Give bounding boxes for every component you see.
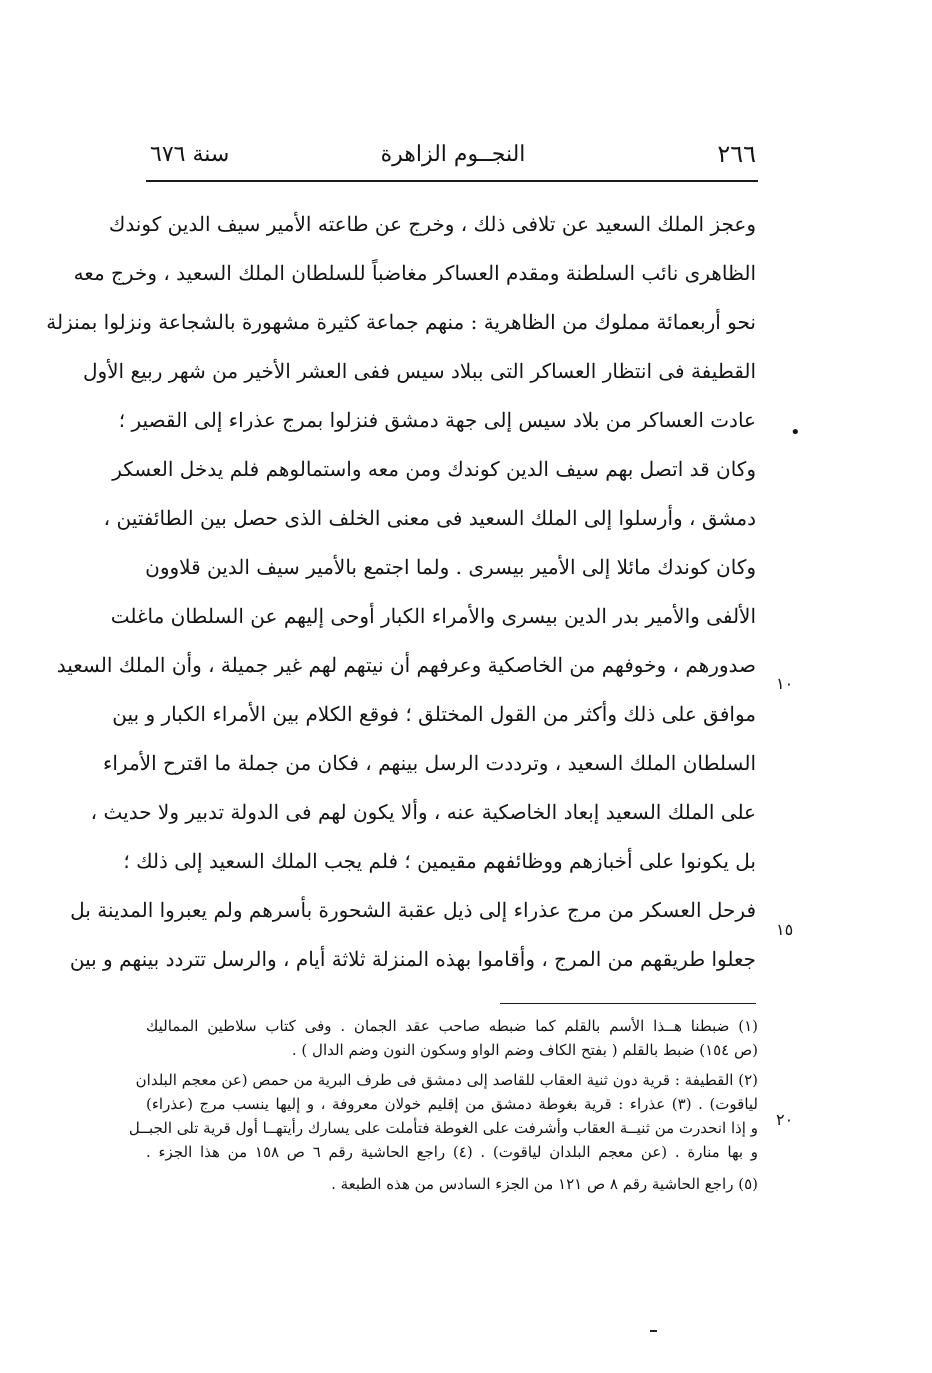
- print-mark: [650, 1330, 657, 1332]
- page-number: ٢٦٦: [717, 140, 756, 168]
- footnote-line: (١) ضبطنا هــذا الأسم بالقلم كما ضبطه صاحب عقد الجمان . وفى كتاب سلاطين المماليك: [146, 1017, 758, 1035]
- footnote-line: (٢) القطيفة : قرية دون ثنية العقاب للقاصد إلى دمشق فى طرف البرية من حمص (عن معجم البلدان: [135, 1071, 758, 1089]
- margin-line-number-15: ١٥: [776, 920, 794, 939]
- margin-marker: •: [790, 422, 801, 443]
- text-line: وكان قد اتصل بهم سيف الدين كوندك ومن معه واستمالوهم فلم يدخل العسكر: [112, 457, 756, 481]
- text-line: وعجز الملك السعيد عن تلافى ذلك ، وخرج عن طاعته الأمير سيف الدين كوندك: [108, 212, 756, 236]
- footnotes: [128, 1014, 759, 1196]
- footnote-line: و إذا انحدرت من ثنيــة العقاب وأشرفت على الغوطة فتأملت على يسارك رأيتهــا أول قرية تلى الجبــل: [128, 1119, 758, 1137]
- main-text: [46, 200, 756, 984]
- footnote-line: (٥) راجع الحاشية رقم ٨ ص ١٢١ من الجزء السادس من هذه الطبعة .: [331, 1175, 758, 1193]
- margin-line-number-10: ١٠: [776, 674, 794, 693]
- text-line: موافق على ذلك وأكثر من القول المختلق ؛ فوقع الكلام بين الأمراء الكبار و بين: [112, 702, 756, 726]
- running-header: [150, 138, 756, 178]
- footnote-line: و بها منارة . (عن معجم البلدان لياقوت) . (٤) راجع الحاشية رقم ٦ ص ١٥٨ من هذا الجزء .: [146, 1143, 759, 1161]
- text-line: القطيفة فى انتظار العساكر التى ببلاد سيس ففى العشر الأخير من شهر ربيع الأول: [82, 359, 756, 383]
- footnote-line: (ص ١٥٤) ضبط بالقلم ( بفتح الكاف وضم الواو وسكون النون وضم الدال ) .: [291, 1041, 758, 1059]
- text-line: جعلوا طريقهم من المرج ، وأقاموا بهذه المنزلة ثلاثة أيام ، والرسل تتردد بينهم و بين: [69, 947, 756, 971]
- text-line: نحو أربعمائة مملوك من الظاهرية : منهم جماعة كثيرة مشهورة بالشجاعة ونزلوا بمنزلة: [46, 310, 756, 334]
- footnote-rule: [500, 1003, 756, 1004]
- text-line: عادت العساكر من بلاد سيس إلى جهة دمشق فنزلوا بمرج عذراء إلى القصير ؛: [118, 408, 756, 432]
- text-line: على الملك السعيد إبعاد الخاصكية عنه ، وألا يكون لهم فى الدولة تدبير ولا حديث ،: [90, 800, 756, 824]
- header-rule: [146, 180, 758, 182]
- margin-line-number-20: ٢٠: [776, 1110, 794, 1129]
- header-year: سنة ٦٧٦: [150, 142, 230, 167]
- text-line: فرحل العسكر من مرج عذراء إلى ذيل عقبة الشحورة بأسرهم ولم يعبروا المدينة بل: [70, 898, 756, 922]
- header-title: النجــوم الزاهرة: [380, 142, 526, 167]
- text-line: الألفى والأمير بدر الدين بيسرى والأمراء الكبار أوحى إليهم عن السلطان ماغلت: [110, 604, 756, 628]
- text-line: صدورهم ، وخوفهم من الخاصكية وعرفهم أن نيتهم لهم غير جميلة ، وأن الملك السعيد: [56, 653, 756, 677]
- text-line: الظاهرى نائب السلطنة ومقدم العساكر مغاضباً للسلطان الملك السعيد ، وخرج معه: [73, 261, 756, 285]
- text-line: وكان كوندك مائلا إلى الأمير بيسرى . ولما اجتمع بالأمير سيف الدين قلاوون: [145, 555, 756, 579]
- text-line: السلطان الملك السعيد ، وترددت الرسل بينهم ، فكان من جملة ما اقترح الأمراء: [102, 751, 756, 775]
- footnote-line: لياقوت) . (٣) عذراء : قرية بغوطة دمشق من إقليم خولان معروفة ، و إليها ينسب مرج (عذراء): [146, 1095, 759, 1113]
- text-line: دمشق ، وأرسلوا إلى الملك السعيد فى معنى الخلف الذى حصل بين الطائفتين ،: [103, 506, 756, 530]
- text-line: بل يكونوا على أخبازهم ووظائفهم مقيمين ؛ فلم يجب الملك السعيد إلى ذلك ؛: [123, 849, 756, 873]
